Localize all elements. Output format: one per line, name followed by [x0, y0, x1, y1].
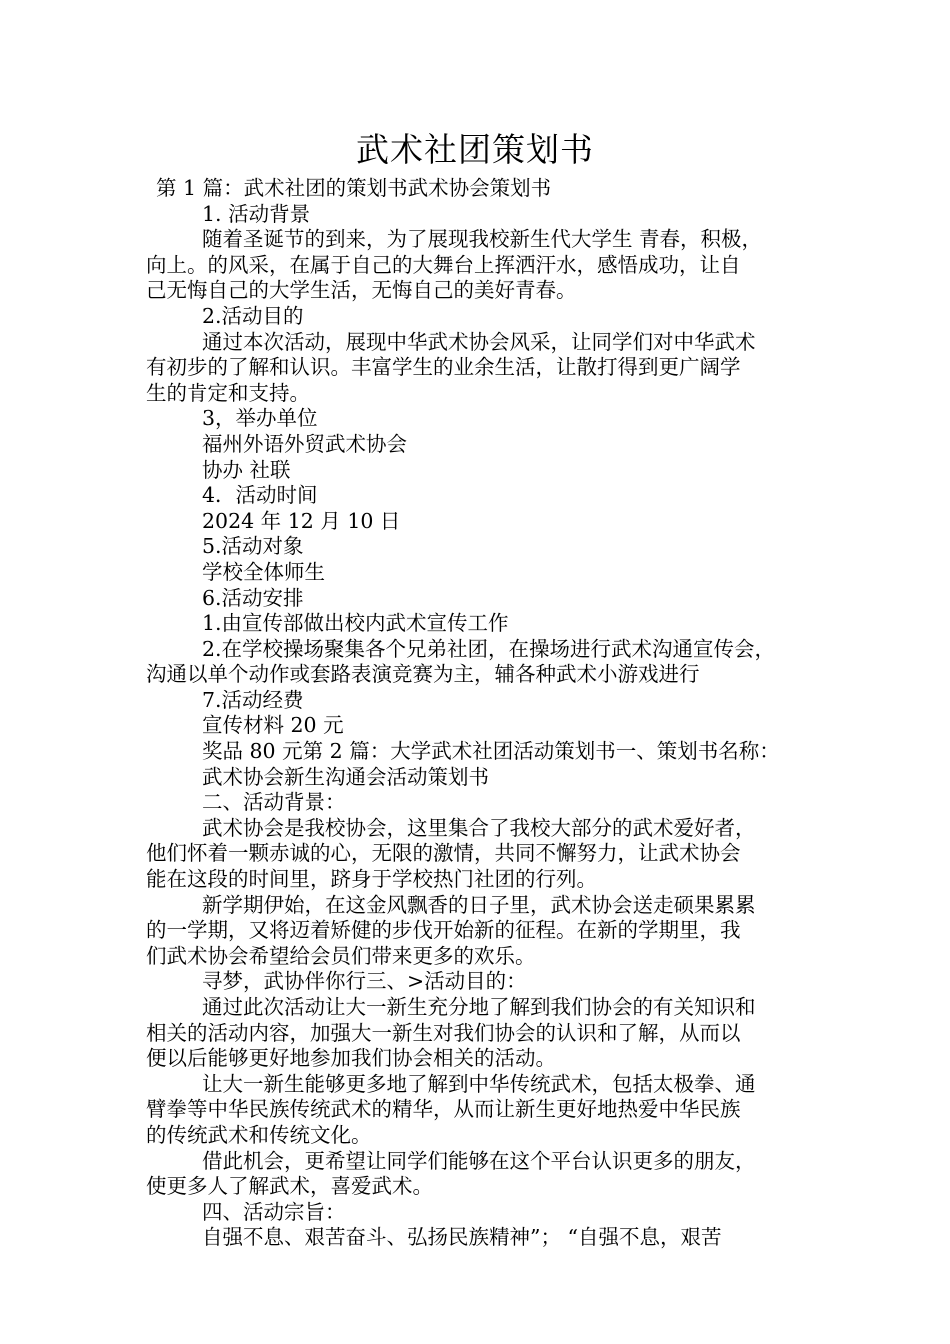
paragraph-line: 协办 社联 [202, 457, 291, 482]
paragraph-line: 便以后能够更好地参加我们协会相关的活动。 [146, 1046, 556, 1071]
paragraph-line: 借此机会，更希望让同学们能够在这个平台认识更多的朋友， [202, 1148, 756, 1173]
paragraph-line: 自强不息、艰苦奋斗、弘扬民族精神”； “自强不息，艰苦 [202, 1225, 722, 1250]
paragraph-line: 武术协会新生沟通会活动策划书 [202, 764, 489, 789]
paragraph-line: 能在这段的时间里，跻身于学校热门社团的行列。 [146, 867, 597, 892]
paragraph-heading: 4．活动时间 [202, 483, 318, 508]
paragraph-line: 学校全体师生 [202, 559, 325, 584]
paragraph-line: 武术协会是我校协会，这里集合了我校大部分的武术爱好者， [202, 815, 756, 840]
paragraph-heading: 1. 活动背景 [202, 201, 311, 226]
paragraph-heading: 7.活动经费 [202, 687, 304, 712]
paragraph-line: 生的肯定和支持。 [146, 380, 310, 405]
paragraph-line: 1.由宣传部做出校内武术宣传工作 [202, 611, 509, 636]
section-heading: 第 1 篇：武术社团的策划书武术协会策划书 [156, 176, 552, 200]
paragraph-line: 沟通以单个动作或套路表演竞赛为主，辅各种武术小游戏进行 [146, 662, 700, 687]
paragraph-line: 随着圣诞节的到来，为了展现我校新生代大学生 青春，积极， [202, 227, 763, 252]
paragraph-line: 让大一新生能够更多地了解到中华传统武术，包括太极拳、通 [202, 1071, 756, 1096]
paragraph-line: 们武术协会希望给会员们带来更多的欢乐。 [146, 943, 536, 968]
document-body [146, 176, 806, 1251]
paragraph-heading: 2.活动目的 [202, 303, 304, 328]
paragraph-line: 2024 年 12 月 10 日 [202, 508, 401, 533]
paragraph-line: 通过此次活动让大一新生充分地了解到我们协会的有关知识和 [202, 995, 756, 1019]
paragraph-line: 有初步的了解和认识。丰富学生的业余生活，让散打得到更广阔学 [146, 355, 741, 380]
paragraph-heading: 二、活动背景： [202, 790, 346, 815]
paragraph-line: 臂拳等中华民族传统武术的精华，从而让新生更好地热爱中华民族 [146, 1097, 741, 1122]
paragraph-heading: 6.活动安排 [202, 585, 304, 610]
document-title: 武术社团策划书 [356, 130, 594, 169]
paragraph-line: 使更多人了解武术，喜爱武术。 [146, 1174, 433, 1199]
paragraph-line: 向上。的风采，在属于自己的大舞台上挥洒汗水，感悟成功，让自 [146, 252, 741, 277]
paragraph-line: 的一学期，又将迈着矫健的步伐开始新的征程。在新的学期里，我 [146, 918, 741, 943]
paragraph-line: 宣传材料 20 元 [202, 713, 344, 738]
paragraph-line: 的传统武术和传统文化。 [146, 1122, 372, 1147]
paragraph-line: 他们怀着一颗赤诚的心，无限的激情，共同不懈努力，让武术协会 [146, 841, 741, 866]
paragraph-heading: 四、活动宗旨： [202, 1199, 346, 1224]
paragraph-line: 奖品 80 元第 2 篇：大学武术社团活动策划书一、策划书名称： [202, 739, 780, 764]
paragraph-line: 寻梦，武协伴你行三、>活动目的： [202, 969, 527, 994]
paragraph-line: 通过本次活动，展现中华武术协会风采，让同学们对中华武术 [202, 329, 756, 354]
paragraph-line: 2.在学校操场聚集各个兄弟社团，在操场进行武术沟通宣传会， [202, 636, 776, 661]
paragraph-heading: 5.活动对象 [202, 534, 304, 559]
paragraph-line: 相关的活动内容，加强大一新生对我们协会的认识和了解，从而以 [146, 1020, 741, 1045]
paragraph-line: 福州外语外贸武术协会 [202, 431, 407, 456]
paragraph-line: 己无悔自己的大学生活，无悔自己的美好青春。 [146, 278, 577, 303]
paragraph-heading: 3，举办单位 [202, 406, 318, 431]
paragraph-line: 新学期伊始，在这金风飘香的日子里，武术协会送走硕果累累 [202, 892, 756, 917]
